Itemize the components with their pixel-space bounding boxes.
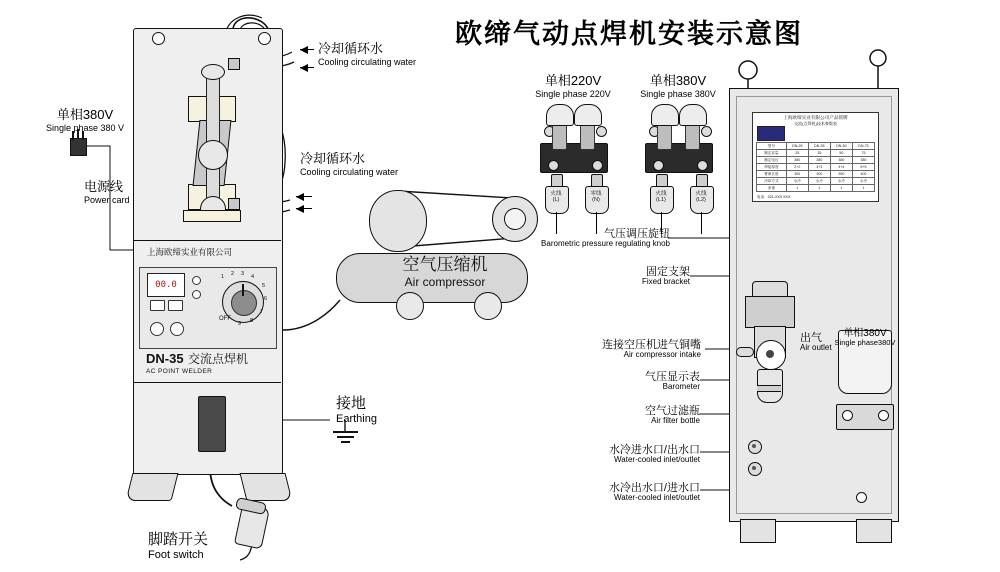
table-cell: 5+5 bbox=[852, 164, 874, 171]
terminal-screw-icon bbox=[596, 126, 607, 137]
table-cell: 400 bbox=[852, 171, 874, 178]
knob-pointer-icon bbox=[242, 284, 244, 296]
plate-bolt-icon bbox=[842, 410, 853, 421]
plug-label-l2-380 bbox=[688, 191, 714, 203]
table-cell: 额定容量 bbox=[757, 150, 787, 157]
plug-label-neutral-220 bbox=[583, 191, 609, 203]
compressor-caption-cn: 空气压缩机 bbox=[402, 255, 488, 274]
table-cell: 35 bbox=[808, 150, 830, 157]
label-cn: 连接空压机进气铜嘴 bbox=[602, 339, 701, 351]
arm-base-bar bbox=[183, 210, 241, 222]
label-cn: 固定支架 bbox=[646, 266, 690, 278]
terminal-screw-icon bbox=[548, 160, 559, 171]
terminal-cap bbox=[679, 104, 707, 126]
earth-bar-2-icon bbox=[337, 436, 354, 438]
label-en: Barometric pressure regulating knob bbox=[541, 239, 670, 249]
compressor-foot-left bbox=[396, 292, 424, 320]
model-label bbox=[146, 350, 248, 375]
plug-label-code: (L2) bbox=[696, 197, 706, 204]
product-nameplate bbox=[752, 112, 879, 202]
table-cell: 1 bbox=[808, 185, 830, 192]
label-barometer bbox=[600, 371, 700, 392]
air-fitting-top bbox=[228, 58, 240, 70]
label-en: Single phase 220V bbox=[535, 88, 611, 99]
label-cn: 单相220V bbox=[544, 73, 602, 88]
label-cn: 出气 bbox=[800, 332, 822, 344]
label-cn: 空气过滤瓶 bbox=[645, 405, 700, 417]
label-fixed-bracket bbox=[580, 266, 690, 287]
page-title: 欧缔气动点焊机安装示意图 bbox=[455, 19, 803, 50]
table-row bbox=[757, 164, 875, 171]
table-cell: 350 bbox=[830, 171, 852, 178]
table-header-cell: 型号 bbox=[757, 143, 787, 150]
label-pressure-knob bbox=[470, 228, 670, 249]
label-cooling-mid bbox=[300, 152, 398, 177]
model-type-en: AC POINT WELDER bbox=[146, 368, 213, 375]
label-single-phase-380v-mid bbox=[636, 74, 720, 99]
label-en: Foot switch bbox=[148, 548, 204, 561]
dial-number: 4 bbox=[251, 274, 255, 280]
label-en: Single phase380V bbox=[834, 338, 896, 348]
label-cn: 水冷出水口/进水口 bbox=[608, 482, 700, 494]
plug-label-code: (L1) bbox=[656, 197, 666, 204]
table-row bbox=[757, 157, 875, 164]
model-type-cn: 交流点焊机 bbox=[188, 352, 249, 366]
company-name: 上海欧缔实业有限公司 bbox=[147, 247, 233, 257]
table-cell: 臂伸长度 bbox=[757, 171, 787, 178]
nameplate-footer: 电话：021-XXX XXX bbox=[757, 195, 791, 199]
terminal-screw-icon bbox=[653, 160, 664, 171]
fixed-bracket bbox=[745, 296, 795, 328]
table-cell: 300 bbox=[808, 171, 830, 178]
label-en: Barometer bbox=[662, 382, 700, 392]
model-number: DN-35 bbox=[146, 351, 184, 366]
table-cell: 380 bbox=[830, 157, 852, 164]
cabinet-seam-upper bbox=[133, 240, 281, 241]
panel-button-1[interactable] bbox=[150, 300, 165, 311]
table-cell: 4+4 bbox=[830, 164, 852, 171]
pneumatic-leg-left bbox=[740, 519, 776, 543]
table-cell: 380 bbox=[852, 157, 874, 164]
plug-label-l1-380 bbox=[648, 191, 674, 203]
cabinet-seam-lower bbox=[133, 382, 281, 383]
arm-pivot-hub bbox=[198, 140, 228, 170]
arrow-stem bbox=[296, 208, 312, 209]
dial-number: 8 bbox=[250, 318, 254, 324]
earth-bar-3-icon bbox=[341, 441, 350, 443]
plug-label-code: (L) bbox=[552, 197, 560, 204]
dial-number: 7 bbox=[260, 309, 264, 315]
plug-label-cn: 火线 bbox=[695, 191, 707, 197]
plug-label-cn: 火线 bbox=[550, 191, 562, 197]
dial-number: 6 bbox=[264, 296, 268, 302]
table-cell: 50 bbox=[830, 150, 852, 157]
dial-number: 1 bbox=[221, 274, 225, 280]
label-en: Cooling circulating water bbox=[300, 166, 399, 177]
table-cell: 25 bbox=[786, 150, 808, 157]
table-cell: 1 bbox=[786, 185, 808, 192]
water-outlet-port bbox=[748, 462, 762, 476]
arrow-cooling-top-1-icon bbox=[300, 46, 308, 54]
label-cn: 气压显示表 bbox=[645, 371, 700, 383]
arrow-stem bbox=[300, 49, 314, 50]
label-cn: 单相380V bbox=[843, 328, 887, 339]
label-cn: 冷却循环水 bbox=[318, 41, 384, 56]
table-cell: 水冷 bbox=[852, 178, 874, 185]
barometer-needle-icon bbox=[766, 350, 774, 358]
dial-off-label: OFF bbox=[219, 316, 231, 322]
label-earthing bbox=[336, 396, 377, 425]
label-cn: 单相380V bbox=[56, 107, 114, 122]
cabinet-bolt-left-icon bbox=[152, 32, 165, 45]
table-cell: 净重 bbox=[757, 185, 787, 192]
label-cn: 冷却循环水 bbox=[300, 151, 366, 166]
cabinet-bolt-right-icon bbox=[258, 32, 271, 45]
nameplate-spec-table bbox=[756, 142, 875, 192]
dial-number: 3 bbox=[241, 271, 245, 277]
label-en: Cooling circulating water bbox=[318, 56, 417, 67]
air-intake-nipple bbox=[736, 347, 754, 357]
arrow-stem bbox=[300, 67, 314, 68]
table-cell: 水冷 bbox=[830, 178, 852, 185]
table-cell: 2+2 bbox=[786, 164, 808, 171]
terminal-screw-icon bbox=[697, 160, 708, 171]
label-power-cord bbox=[84, 180, 130, 205]
label-en: Air compressor intake bbox=[623, 350, 701, 360]
label-cn: 单相380V bbox=[649, 73, 707, 88]
arrow-cooling-top-2-icon bbox=[300, 64, 308, 72]
plug-wire bbox=[701, 212, 702, 234]
plug-label-code: (N) bbox=[592, 197, 600, 204]
earth-bar-1-icon bbox=[333, 431, 358, 433]
table-header-row bbox=[757, 143, 875, 150]
cabinet-bolt-icon bbox=[856, 492, 867, 503]
table-row bbox=[757, 178, 875, 185]
label-air-filter-bottle bbox=[598, 405, 700, 426]
terminal-cap bbox=[574, 104, 602, 126]
table-header-cell: DN-50 bbox=[830, 143, 852, 150]
panel-button-2[interactable] bbox=[168, 300, 183, 311]
compressor-caption-en: Air compressor bbox=[404, 275, 486, 289]
panel-button-4[interactable] bbox=[170, 322, 184, 336]
nameplate-subheading: 交流(点焊机)技术参数表 bbox=[794, 121, 837, 126]
air-filter-bowl-band bbox=[757, 385, 781, 392]
cabinet-leg-right bbox=[240, 473, 293, 501]
access-panel bbox=[198, 396, 226, 452]
label-cn: 接地 bbox=[336, 395, 367, 412]
water-inlet-port bbox=[748, 440, 762, 454]
table-cell: 1 bbox=[852, 185, 874, 192]
table-cell: 380 bbox=[808, 157, 830, 164]
panel-led-2-icon bbox=[192, 290, 201, 299]
table-cell: 380 bbox=[786, 157, 808, 164]
table-cell: 焊接厚度 bbox=[757, 164, 787, 171]
label-water-outlet bbox=[570, 482, 700, 503]
plug-label-live-220 bbox=[543, 191, 569, 203]
panel-led-1-icon bbox=[192, 276, 201, 285]
compressor-pulley-hub bbox=[504, 208, 526, 230]
table-cell: 1 bbox=[830, 185, 852, 192]
table-cell: 水冷 bbox=[786, 178, 808, 185]
pneumatic-leg-right bbox=[856, 519, 892, 543]
terminal-screw-icon bbox=[592, 160, 603, 171]
terminal-cap bbox=[651, 104, 679, 126]
nameplate-logo bbox=[757, 126, 785, 141]
label-rear-380v bbox=[834, 328, 896, 348]
dial-number: 2 bbox=[231, 271, 235, 277]
table-cell: 3+3 bbox=[808, 164, 830, 171]
terminal-screw-icon bbox=[701, 126, 712, 137]
label-air-outlet bbox=[800, 332, 832, 353]
table-row bbox=[757, 150, 875, 157]
arrow-stem bbox=[296, 196, 312, 197]
electrode-top-cap bbox=[201, 64, 225, 80]
power-plug-380v bbox=[70, 138, 87, 156]
label-en: Water-cooled inlet/outlet bbox=[614, 455, 700, 465]
compressor-caption bbox=[380, 250, 510, 289]
label-en: Single phase 380 V bbox=[45, 122, 125, 133]
label-en: Power card bbox=[84, 194, 130, 205]
dial-number: 9 bbox=[238, 321, 242, 327]
compressor-motor bbox=[369, 190, 427, 252]
cabinet-leg-left bbox=[126, 473, 179, 501]
label-foot-switch bbox=[148, 532, 208, 561]
arrow-cooling-mid-1-icon bbox=[296, 193, 304, 201]
plug-label-cn: 火线 bbox=[655, 191, 667, 197]
table-header-cell: DN-25 bbox=[786, 143, 808, 150]
label-en: Fixed bracket bbox=[641, 277, 690, 287]
label-en: Earthing bbox=[336, 412, 377, 425]
label-cn: 水冷进水口/出水口 bbox=[608, 444, 700, 456]
label-en: Air outlet bbox=[800, 343, 832, 353]
label-cooling-top bbox=[318, 42, 416, 67]
table-header-cell: DN-75 bbox=[852, 143, 874, 150]
table-row bbox=[757, 185, 875, 192]
arrow-cooling-mid-2-icon bbox=[296, 205, 304, 213]
label-single-phase-380v-left bbox=[40, 108, 130, 133]
terminal-cap bbox=[546, 104, 574, 126]
label-compressor-intake bbox=[575, 339, 701, 360]
knob-inner bbox=[231, 290, 257, 316]
label-water-inlet bbox=[570, 444, 700, 465]
label-en: Single phase 380V bbox=[640, 88, 716, 99]
table-cell: 额定电压 bbox=[757, 157, 787, 164]
dial-number: 5 bbox=[262, 283, 266, 289]
nameplate-heading: 上海欧缔实业有限公司产品铭牌 bbox=[783, 115, 848, 120]
table-cell: 75 bbox=[852, 150, 874, 157]
label-en: Air filter bottle bbox=[651, 416, 700, 426]
panel-button-3[interactable] bbox=[150, 322, 164, 336]
label-single-phase-220v bbox=[531, 74, 615, 99]
table-cell: 水冷 bbox=[808, 178, 830, 185]
label-cn: 气压调压旋钮 bbox=[604, 228, 670, 240]
compressor-foot-right bbox=[474, 292, 502, 320]
label-cn: 脚踏开关 bbox=[148, 531, 209, 548]
plate-bolt-icon bbox=[878, 410, 889, 421]
table-header-cell: DN-35 bbox=[808, 143, 830, 150]
table-row bbox=[757, 171, 875, 178]
plug-label-cn: 零线 bbox=[590, 191, 602, 197]
table-cell: 冷却方式 bbox=[757, 178, 787, 185]
label-en: Water-cooled inlet/outlet bbox=[614, 493, 700, 503]
table-cell: 300 bbox=[786, 171, 808, 178]
air-fitting-bottom bbox=[228, 198, 240, 210]
label-cn: 电源线 bbox=[84, 179, 124, 194]
welder-display: 00.0 bbox=[147, 273, 185, 297]
